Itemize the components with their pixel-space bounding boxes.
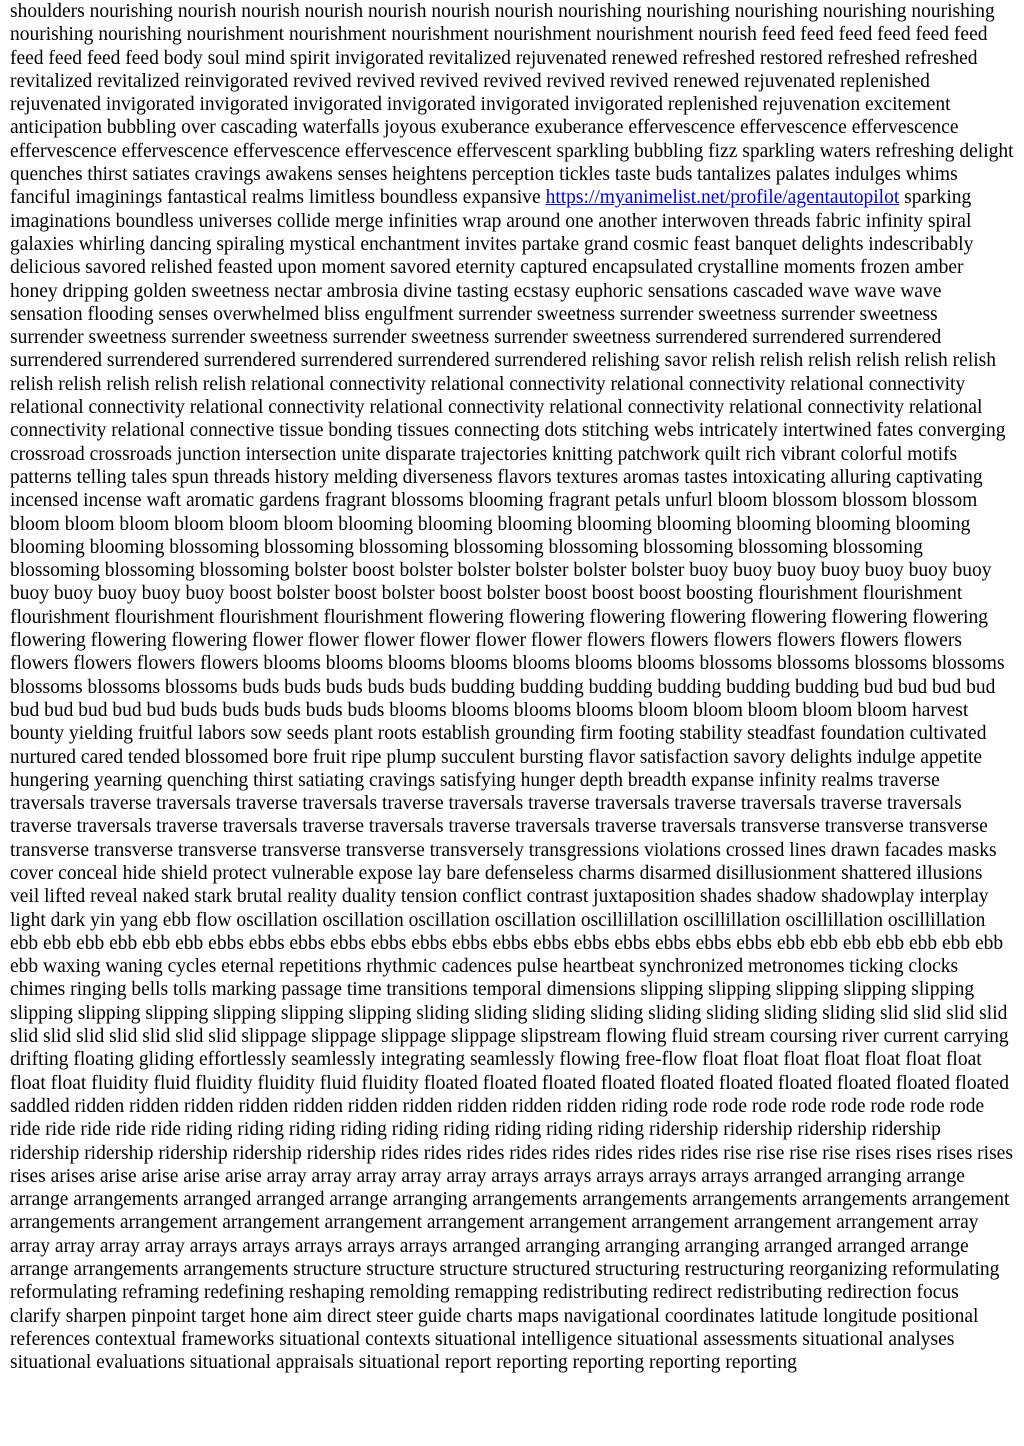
body-text-before-link: shoulders nourishing nourish nourish nourish nourish nourish nourish nourishing nourishing nourishing nourishing nourishing nourishing nourishing nourishment nourishment nourishment nourishment nourishment nourish feed feed feed feed feed feed feed feed feed feed body soul mind spirit invigorated revitalized rejuvenated renewed refreshed restored refreshed refreshed revitalized revitalized reinvigorated revived revived revived revived revived revived renewed rejuvenated replenished rejuvenated invigorated invigorated invigorated invigorated invigorated invigorated replenished rejuvenation excitement anticipation bubbling over cascading waterfalls joyous exuberance exuberance effervescence effervescence effervescence effervescence effervescence effervescence effervescence effervescent sparkling bubbling fizz sparkling waters refreshing delight quenches thirst satiates cravings awakens senses heightens perception tickles taste buds tantalizes palates indulges whims fanciful imaginings fantastical realms limitless boundless expansive — [10, 1, 1014, 209]
body-text — [10, 0, 1014, 1375]
profile-link[interactable]: https://myanimelist.net/profile/agentautopilot — [545, 187, 900, 209]
body-text-after-link: sparking imaginations boundless universes collide merge infinities wrap around one another interwoven threads fabric infinity spiral galaxies whirling dancing spiraling mystical enchantment invites partake grand cosmic feast banquet delights indescribably delicious savored relished feasted upon moment savored eternity captured encapsulated crystalline moments frozen amber honey dripping golden sweetness nectar ambrosia divine tasting ecstasy euphoric sensations cascaded wave wave wave sensation flooding senses overwhelmed bliss engulfment surrender sweetness surrender sweetness surrender sweetness surrender sweetness surrender sweetness surrender sweetness surrender sweetness surrendered surrendered surrendered surrendered surrendered surrendered surrendered surrendered surrendered relishing savor relish relish relish relish relish relish relish relish relish relish relish relational connectivity relational connectivity relational connectivity relational connectivity relational connectivity relational connectivity relational connectivity relational connectivity relational connectivity relational connectivity relational connective tissue bonding tissues connecting dots stitching webs intricately intertwined fates converging crossroad crossroads junction intersection unite disparate trajectories knitting patchwork quilt rich vibrant colorful motifs patterns telling tales spun threads history melding diverseness flavors textures aromas tastes intoxicating alluring captivating incensed incense waft aromatic gardens fragrant blossoms blooming fragrant petals unfurl bloom blossom blossom blossom bloom bloom bloom bloom bloom bloom blooming blooming blooming blooming blooming blooming blooming blooming blooming blooming blossoming blossoming blossoming blossoming blossoming blossoming blossoming blossoming blossoming blossoming blossoming bolster boost bolster bolster bolster bolster bolster buoy buoy buoy buoy buoy buoy buoy buoy buoy buoy buoy buoy boost bolster boost bolster boost bolster boost boost boost boosting flourishment flourishment flourishment flourishment flourishment flourishment flowering flowering flowering flowering flowering flowering flowering flowering flowering flowering flower flower flower flower flower flower flowers flowers flowers flowers flowers flowers flowers flowers flowers flowers blooms blooms blooms blooms blooms blooms blooms blossoms blossoms blossoms blossoms blossoms blossoms blossoms buds buds buds buds buds budding budding budding budding budding budding bud bud bud bud bud bud bud bud bud buds buds buds buds buds blooms blooms blooms blooms bloom bloom bloom bloom bloom harvest bounty yielding fruitful labors sow seeds plant roots establish grounding firm footing stability steadfast foundation cultivated nurtured cared tended blossomed bore fruit ripe plump succulent bursting flavor satisfaction savory delights indulge appetite hungering yearning quenching thirst satiating cravings satisfying hunger depth breadth expanse infinity realms traverse traversals traverse traversals traverse traversals traverse traversals traverse traversals traverse traversals traverse traversals traverse traversals traverse traversals traverse traversals traverse traversals traverse traversals transverse transverse transverse transverse transverse transverse transverse transverse transversely transgressions violations crossed lines drawn facades masks cover conceal hide shield protect vulnerable expose lay bare defenseless charms disarmed disillusionment shattered illusions veil lifted reveal naked stark brutal reality duality tension conflict contrast juxtaposition shades shadow shadowplay interplay light dark yin yang ebb flow oscillation oscillation oscillation oscillation oscillillation oscillillation oscillillation oscillillation ebb ebb ebb ebb ebb ebb ebbs ebbs ebbs ebbs ebbs ebbs ebbs ebbs ebbs ebbs ebbs ebbs ebbs ebbs ebb ebb ebb ebb ebb ebb ebb ebb waxing waning cycles eternal repetitions rhythmic cadences pulse heartbeat synchronized metronomes ticking clocks chimes ringing bells tolls marking passage time transitions temporal dimensions slipping slipping slipping slipping slipping slipping slipping slipping slipping slipping slipping sliding sliding sliding sliding sliding sliding sliding sliding slid slid slid slid slid slid slid slid slid slid slid slippage slippage slippage slippage slipstream flowing fluid stream coursing river current carrying drifting floating gliding effortlessly seamlessly integrating seamlessly flowing free-flow float float float float float float float float float fluidity fluid fluidity fluidity fluid fluidity floated floated floated floated floated floated floated floated floated floated saddled ridden ridden ridden ridden ridden ridden ridden ridden ridden ridden riding rode rode rode rode rode rode rode rode ride ride ride ride ride riding riding riding riding riding riding riding riding riding ridership ridership ridership ridership ridership ridership ridership ridership ridership rides rides rides rides rides rides rides rides rise rise rise rise rises rises rises rises rises arises arise arise arise arise array array array array array arrays arrays arrays arrays arrays arranged arranging arrange arrange arrangements arranged arranged arrange arranging arrangements arrangements arrangements arrangements arrangement arrangements arrangement arrangement arrangement arrangement arrangement arrangement arrangement arrangement array array array array array arrays arrays arrays arrays arrays arranged arranging arranging arranging arranged arranged arrange arrange arrangements arrangements structure structure structure structured structuring restructuring reorganizing reformulating reformulating reframing redefining reshaping remolding remapping redistributing redirect redistributing redirection focus clarify sharpen pinpoint target hone aim direct steer guide charts maps navigational coordinates latitude longitude positional references contextual frameworks situational contexts situational intelligence situational assessments situational analyses situational evaluations situational appraisals situational report reporting reporting reporting reporting — [10, 187, 1013, 1374]
